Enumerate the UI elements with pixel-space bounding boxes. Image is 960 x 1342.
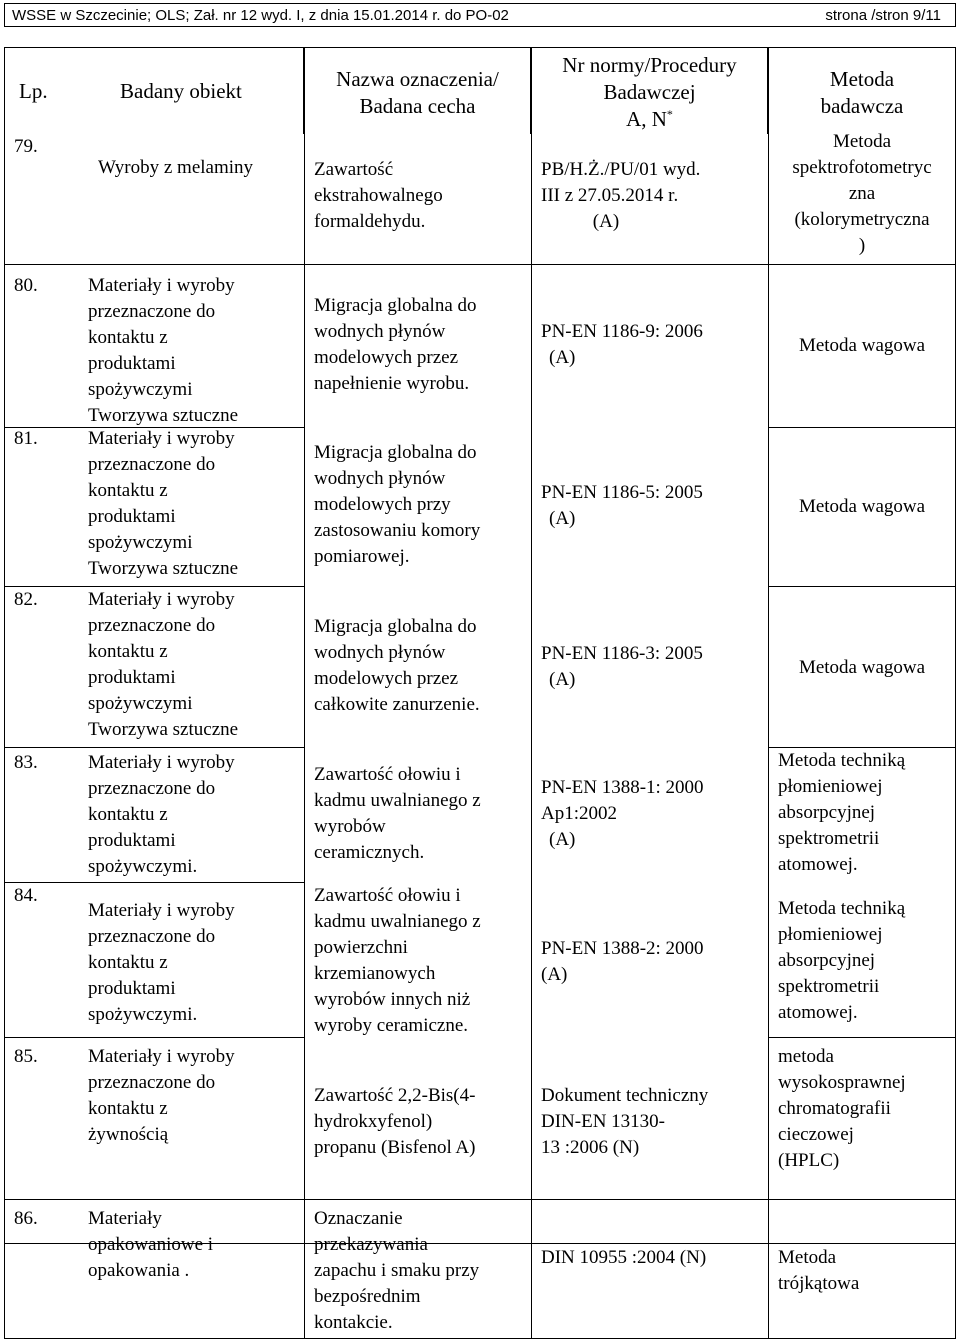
row-norm xyxy=(541,775,704,853)
row-divider xyxy=(768,264,956,265)
row-test-name-line: zastosowaniu komory xyxy=(314,520,481,541)
row-norm-line: (A) xyxy=(592,211,620,232)
row-method-line: (kolorymetryczna xyxy=(794,209,930,230)
row-test-name-line: Zawartość ołowiu i xyxy=(314,885,461,906)
row-test-name xyxy=(314,762,481,866)
header-page-number: strona /stron 9/11 xyxy=(825,6,941,24)
row-method-line: płomieniowej xyxy=(778,924,883,945)
row-test-name-line: hydrokxyfenol) xyxy=(314,1111,433,1132)
row-test-name xyxy=(314,440,480,570)
row-norm-line: PN-EN 1388-2: 2000 xyxy=(541,938,704,959)
row-object-line: Tworzywa sztuczne xyxy=(88,558,239,579)
row-method-line: absorpcyjnej xyxy=(778,950,876,971)
row-divider xyxy=(4,1037,304,1038)
row-number: 86. xyxy=(14,1208,38,1229)
row-method-line: spektrofotometryc xyxy=(792,157,932,178)
row-test-name xyxy=(314,883,481,1039)
row-method xyxy=(768,129,956,259)
row-object-line: Tworzywa sztuczne xyxy=(88,719,239,740)
row-test-name-line: wyrobów xyxy=(314,816,386,837)
row-test-name-line: wyroby ceramiczne. xyxy=(314,1015,469,1036)
row-test-name-line: Migracja globalna do xyxy=(314,616,477,637)
row-method: Metoda wagowa xyxy=(798,657,926,678)
row-object-line: spożywczymi xyxy=(88,532,193,553)
row-test-name-line: wodnych płynów xyxy=(314,321,446,342)
column-header-method xyxy=(768,47,956,134)
row-test-name-line: Migracja globalna do xyxy=(314,442,477,463)
row-object-line: Materiały i wyroby xyxy=(88,589,235,610)
row-test-name-line: kadmu uwalnianego z xyxy=(314,911,481,932)
row-method-line: atomowej. xyxy=(778,854,858,875)
row-method-line: chromatografii xyxy=(778,1098,891,1119)
row-divider xyxy=(4,264,304,265)
row-number: 80. xyxy=(14,275,38,296)
row-test-name-line: modelowych przy xyxy=(314,494,451,515)
row-test-name-line: pomiarowej. xyxy=(314,546,410,567)
row-object-line: spożywczymi. xyxy=(88,856,198,877)
row-norm-line: (A) xyxy=(549,347,576,368)
row-object-line: opakowaniowe i xyxy=(88,1234,214,1255)
row-test-name-line: ceramicznych. xyxy=(314,842,425,863)
row-test-name-line: przekazywania xyxy=(314,1234,428,1255)
column-divider xyxy=(304,1199,305,1339)
row-test-name-line: wodnych płynów xyxy=(314,642,446,663)
row-method-line: trójkątowa xyxy=(778,1273,860,1294)
page-header xyxy=(4,3,956,27)
row-method xyxy=(778,1044,906,1174)
column-header-norm-line2: Badawczej xyxy=(603,80,696,104)
row-test-name-line: ekstrahowalnego xyxy=(314,185,443,206)
row-object-line: kontaktu z xyxy=(88,480,168,501)
row-object-line: produktami xyxy=(88,506,176,527)
row-test-name-line: Oznaczanie xyxy=(314,1208,403,1229)
row-method-line: płomieniowej xyxy=(778,776,883,797)
row-object-line: przeznaczone do xyxy=(88,1072,216,1093)
row-test-name-line: bezpośrednim xyxy=(314,1286,421,1307)
row-norm-line: PN-EN 1388-1: 2000 xyxy=(541,777,704,798)
row-test-name-line: Zawartość 2,2-Bis(4- xyxy=(314,1085,476,1106)
row-number: 79. xyxy=(14,136,38,157)
row-method-line: Metoda techniką xyxy=(778,898,906,919)
row-object xyxy=(88,1206,213,1284)
column-header-norm-type: A, N xyxy=(626,107,667,131)
row-object-line: spożywczymi. xyxy=(88,1004,198,1025)
row-method-line: Metoda xyxy=(832,131,892,152)
row-object xyxy=(88,750,235,880)
row-object-line: Wyroby z melaminy xyxy=(98,157,254,178)
row-method-line: absorpcyjnej xyxy=(778,802,876,823)
row-norm-line: Dokument techniczny xyxy=(541,1085,709,1106)
row-divider xyxy=(768,1037,956,1038)
row-norm xyxy=(541,936,704,988)
row-test-name-line: wodnych płynów xyxy=(314,468,446,489)
column-divider xyxy=(531,1199,532,1339)
row-norm xyxy=(541,641,703,693)
row-norm-line: PN-EN 1186-5: 2005 xyxy=(541,482,703,503)
column-header-name-line2: Badana cecha xyxy=(359,94,476,118)
row-object-line: produktami xyxy=(88,353,176,374)
row-method: Metoda wagowa xyxy=(798,496,926,517)
row-norm-line: PN-EN 1186-9: 2006 xyxy=(541,321,703,342)
row-object xyxy=(88,426,238,582)
row-divider xyxy=(768,586,956,587)
row-object-line: przeznaczone do xyxy=(88,301,216,322)
row-object-line: kontaktu z xyxy=(88,327,168,348)
column-divider xyxy=(304,47,305,1244)
row-object-line: kontaktu z xyxy=(88,641,168,662)
row-norm: DIN 10955 :2004 (N) xyxy=(541,1247,707,1268)
row-method-line: cieczowej xyxy=(778,1124,854,1145)
row-object-line: przeznaczone do xyxy=(88,926,216,947)
row-object-line: spożywczymi xyxy=(88,693,193,714)
row-test-name-line: kontakcie. xyxy=(314,1312,393,1333)
column-header-norm-line3 xyxy=(538,106,761,133)
row-object xyxy=(88,1044,235,1148)
column-header-objects xyxy=(4,47,304,134)
row-norm-line: III z 27.05.2014 r. xyxy=(541,185,679,206)
row-test-name-line: Zawartość xyxy=(314,159,394,180)
row-number: 82. xyxy=(14,589,38,610)
row-norm-line: (A) xyxy=(541,964,568,985)
row-method-line: atomowej. xyxy=(778,1002,858,1023)
row-object-line: Materiały i wyroby xyxy=(88,275,235,296)
row-test-name-line: całkowite zanurzenie. xyxy=(314,694,480,715)
row-object xyxy=(88,587,238,743)
row-test-name-line: napełnienie wyrobu. xyxy=(314,373,470,394)
row-norm-line: PB/H.Ż./PU/01 wyd. xyxy=(541,159,701,180)
row-object-line: Materiały i wyroby xyxy=(88,752,235,773)
row-object-line: kontaktu z xyxy=(88,804,168,825)
row-method-line: (HPLC) xyxy=(778,1150,840,1171)
column-header-norm xyxy=(531,47,768,134)
row-method-line: metoda xyxy=(778,1046,834,1067)
row-norm xyxy=(541,480,703,532)
row-test-name-line: wyrobów innych niż xyxy=(314,989,471,1010)
row-object-line: Materiały i wyroby xyxy=(88,428,235,449)
row-object-line: produktami xyxy=(88,667,176,688)
row-object-line: spożywczymi xyxy=(88,379,193,400)
row-norm-line: 13 :2006 (N) xyxy=(541,1137,640,1158)
row-norm-line: PN-EN 1186-3: 2005 xyxy=(541,643,703,664)
row-norm-line: (A) xyxy=(549,669,576,690)
row-number: 81. xyxy=(14,428,38,449)
row-test-name xyxy=(314,614,480,718)
row-test-name-line: modelowych przez xyxy=(314,347,459,368)
column-header-norm-line1: Nr normy/Procedury xyxy=(562,53,737,77)
row-object-line: Tworzywa sztuczne xyxy=(88,405,239,426)
row-method-line: Metoda xyxy=(778,1247,837,1268)
row-divider xyxy=(768,427,956,428)
row-object-line: Materiały i wyroby xyxy=(88,1046,235,1067)
header-document-info: WSSE w Szczecinie; OLS; Zał. nr 12 wyd. I, z dnia 15.01.2014 r. do PO-02 xyxy=(12,6,509,24)
row-object-line: opakowania . xyxy=(88,1260,190,1281)
row-method: Metoda wagowa xyxy=(798,335,926,356)
row-test-name-line: Zawartość ołowiu i xyxy=(314,764,461,785)
column-header-method-line1: Metoda xyxy=(829,67,895,91)
row-test-name-line: kadmu uwalnianego z xyxy=(314,790,481,811)
row-norm-line: (A) xyxy=(549,829,576,850)
row-divider xyxy=(4,747,304,748)
row-object-line: przeznaczone do xyxy=(88,778,216,799)
row-norm xyxy=(541,1083,708,1161)
row-object-line: Materiały i wyroby xyxy=(88,900,235,921)
row-test-name-line: zapachu i smaku przy xyxy=(314,1260,480,1281)
column-header-lp: Lp. xyxy=(19,79,48,103)
row-object-line: przeznaczone do xyxy=(88,615,216,636)
row-divider xyxy=(304,264,768,265)
row-object xyxy=(98,155,253,181)
row-object-line: kontaktu z xyxy=(88,1098,168,1119)
row-method xyxy=(778,896,905,1026)
row-norm-line: (A) xyxy=(549,508,576,529)
row-method-line: spektrometrii xyxy=(778,976,880,997)
row-object-line: produktami xyxy=(88,978,176,999)
row-test-name-line: formaldehydu. xyxy=(314,211,426,232)
row-object xyxy=(88,273,238,429)
row-test-name-line: modelowych przez xyxy=(314,668,459,689)
row-object-line: Materiały xyxy=(88,1208,162,1229)
column-divider xyxy=(768,1199,769,1339)
row-test-name-line: propanu (Bisfenol A) xyxy=(314,1137,476,1158)
column-header-method-line2: badawcza xyxy=(820,94,904,118)
row-norm xyxy=(541,319,703,371)
row-number: 85. xyxy=(14,1046,38,1067)
row-method-line: zna xyxy=(848,183,876,204)
column-header-name xyxy=(304,47,531,134)
row-test-name xyxy=(314,1083,475,1161)
row-method-line: Metoda techniką xyxy=(778,750,906,771)
column-divider xyxy=(531,47,532,1244)
row-norm xyxy=(541,157,700,235)
row-test-name xyxy=(314,157,443,235)
row-norm-line: Ap1:2002 xyxy=(541,803,617,824)
row-test-name xyxy=(314,293,477,397)
row-method xyxy=(778,748,905,878)
row-norm-line: DIN-EN 13130- xyxy=(541,1111,666,1132)
row-test-name-line: Migracja globalna do xyxy=(314,295,477,316)
row-method xyxy=(778,1245,859,1297)
column-header-norm-asterisk: * xyxy=(666,107,673,121)
row-object-line: produktami xyxy=(88,830,176,851)
row-method-line: ) xyxy=(858,235,866,256)
column-header-object: Badany obiekt xyxy=(120,79,242,103)
row-object xyxy=(88,898,235,1028)
row-divider xyxy=(4,882,304,883)
row-method-line: spektrometrii xyxy=(778,828,880,849)
row-object-line: żywnością xyxy=(88,1124,169,1145)
row-method-line: wysokosprawnej xyxy=(778,1072,906,1093)
row-object-line: przeznaczone do xyxy=(88,454,216,475)
row-number: 84. xyxy=(14,885,38,906)
column-header-name-line1: Nazwa oznaczenia/ xyxy=(336,67,499,91)
row-object-line: kontaktu z xyxy=(88,952,168,973)
row-number: 83. xyxy=(14,752,38,773)
row-test-name-line: krzemianowych xyxy=(314,963,436,984)
row-test-name xyxy=(314,1206,479,1336)
row-test-name-line: powierzchni xyxy=(314,937,408,958)
